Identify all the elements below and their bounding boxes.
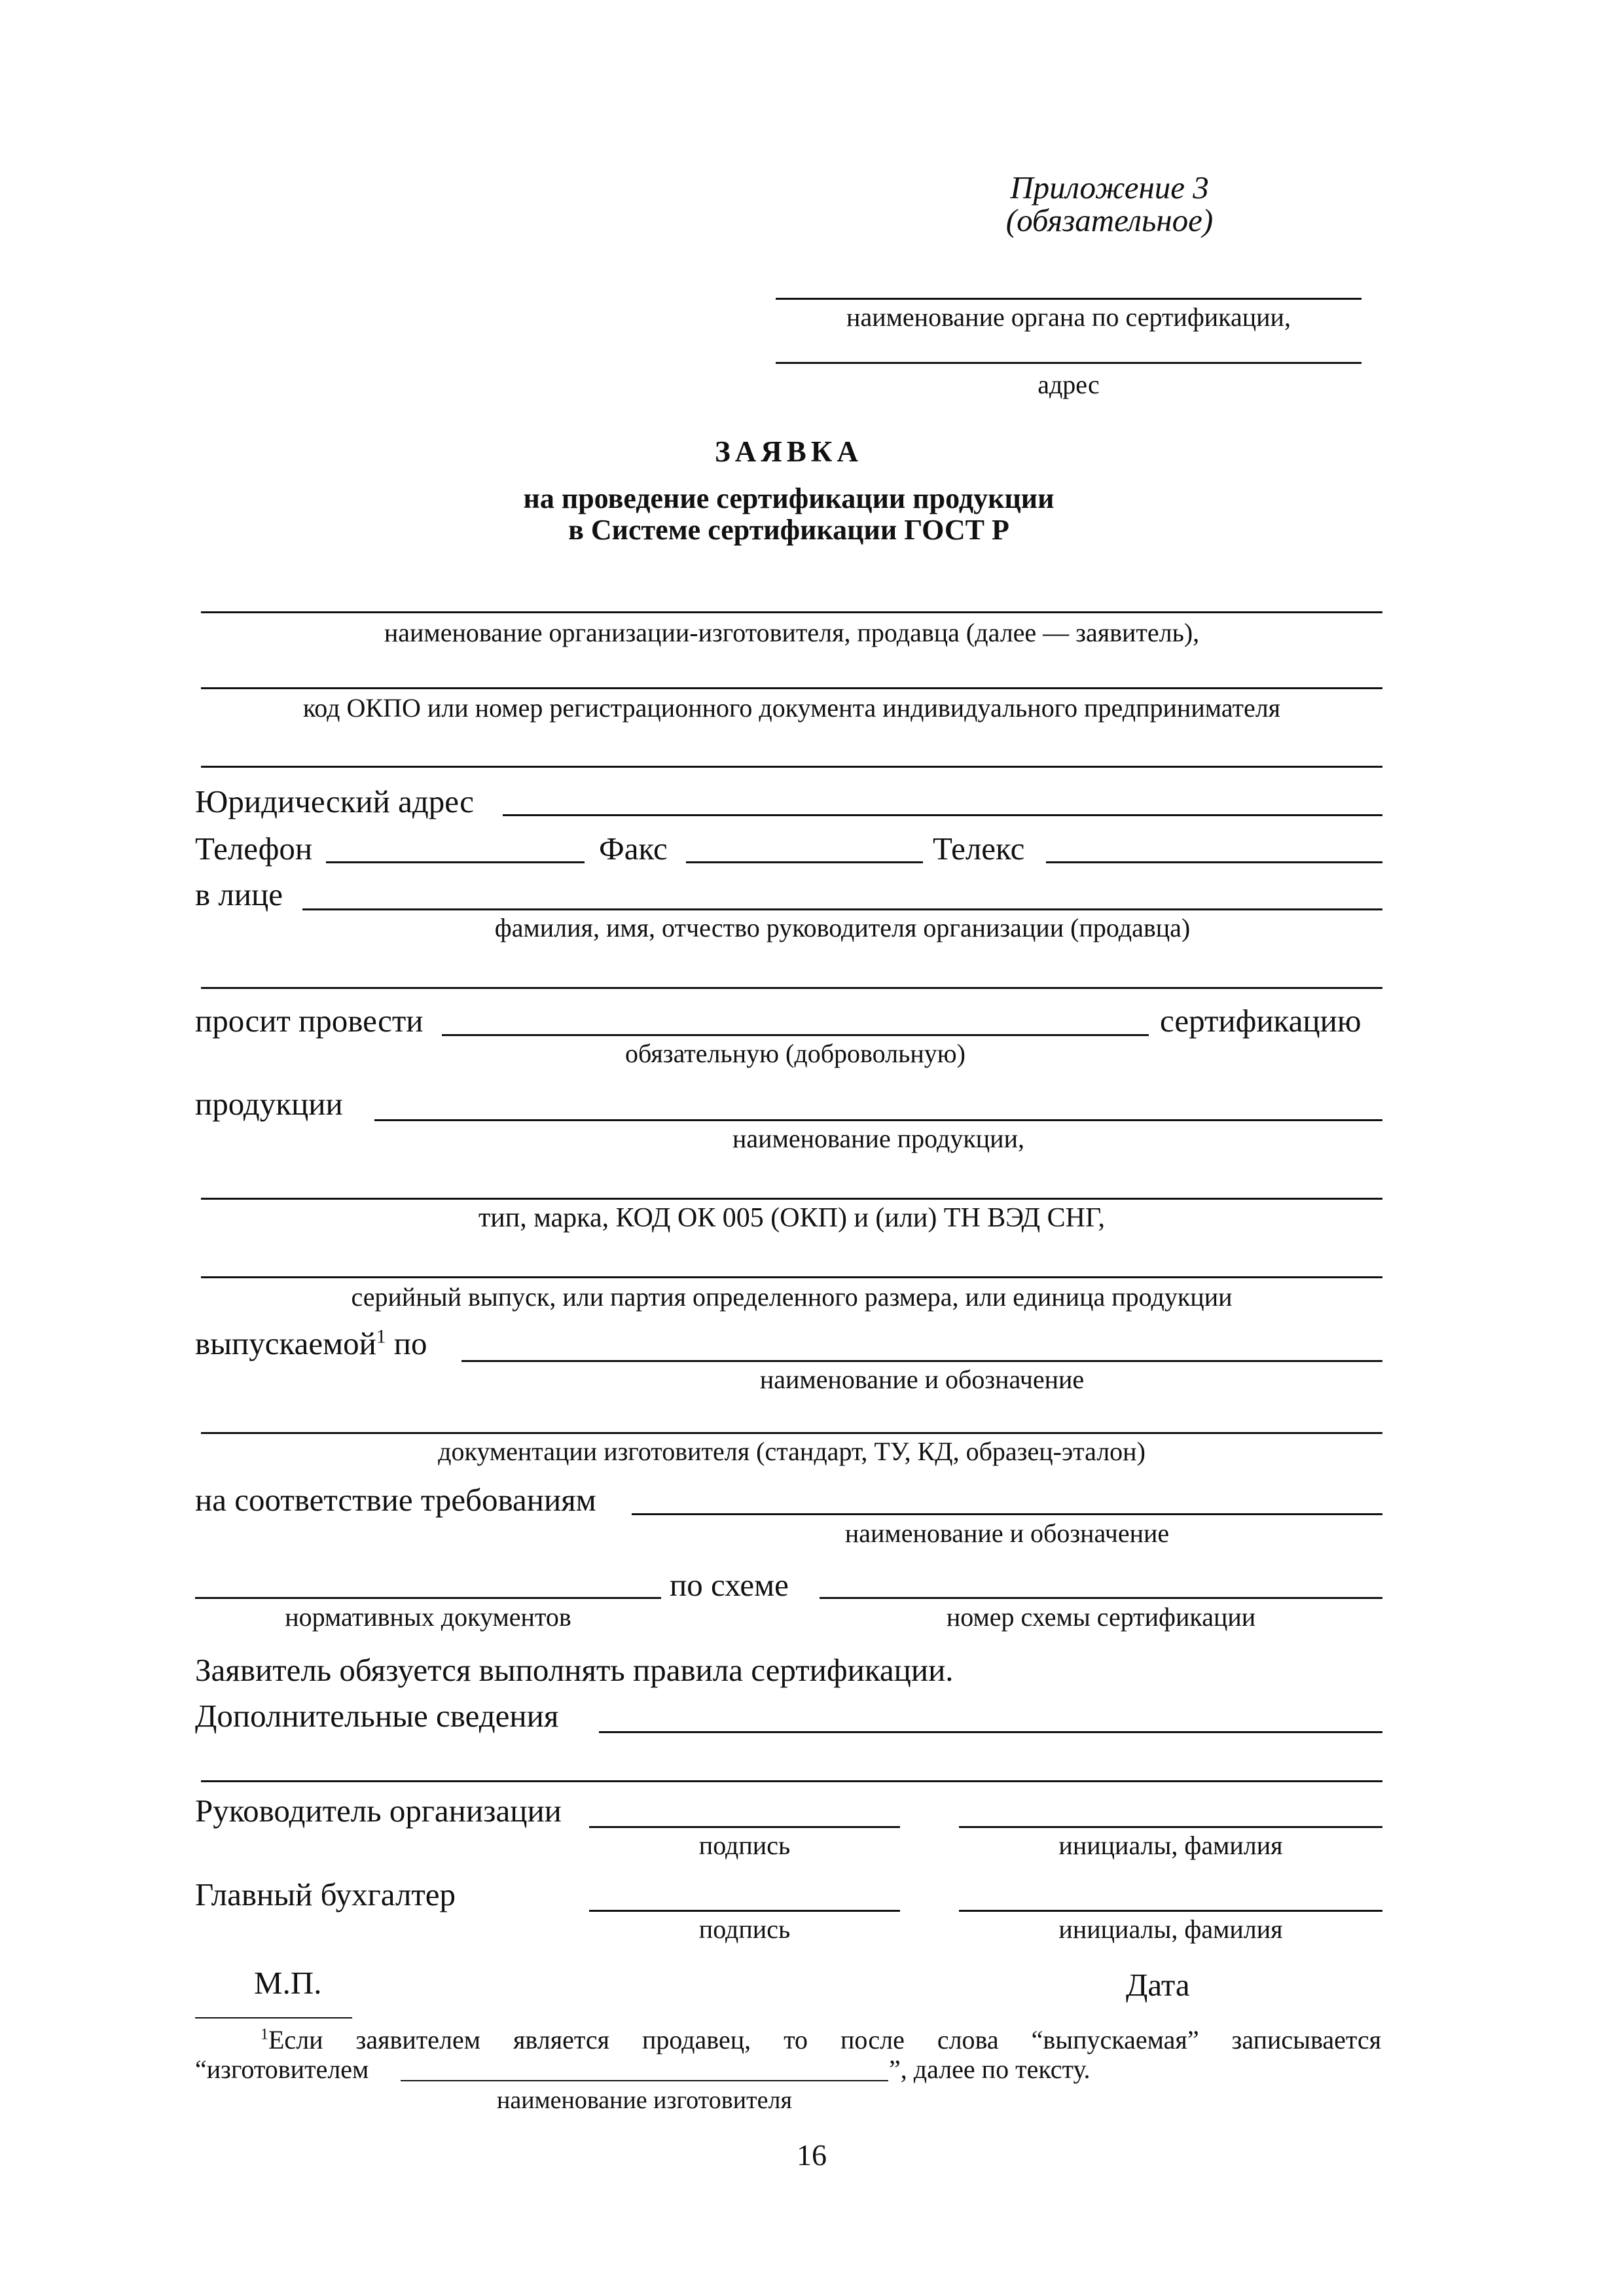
produced-label: выпускаемой$^1$ по bbox=[195, 1325, 427, 1361]
additional-field[interactable] bbox=[599, 1731, 1382, 1733]
in-person-label: в лице bbox=[195, 876, 283, 912]
additional-label: Дополнительные сведения bbox=[195, 1698, 559, 1734]
footnote-tail: ”, далее по тексту. bbox=[889, 2054, 1091, 2084]
scheme-number-caption: номер схемы сертификации bbox=[946, 1602, 1256, 1632]
head-signature-caption: подпись bbox=[698, 1831, 791, 1860]
maker-name-caption: наименование изготовителя bbox=[497, 2087, 792, 2114]
scheme-number-field[interactable] bbox=[820, 1597, 1382, 1599]
fax-label: Факс bbox=[599, 831, 668, 867]
product-batch-field[interactable] bbox=[201, 1276, 1382, 1278]
cert-kind-field[interactable] bbox=[442, 1034, 1149, 1036]
cert-kind-caption: обязательную (добровольную) bbox=[625, 1039, 965, 1068]
product-batch-caption: серийный выпуск, или партия определенного размера, или единица продукции bbox=[351, 1282, 1233, 1312]
legal-address-label: Юридический адрес bbox=[195, 783, 474, 819]
legal-address-field[interactable] bbox=[503, 814, 1382, 816]
normative-docs-caption: нормативных документов bbox=[285, 1602, 571, 1632]
date-label: Дата bbox=[1126, 1967, 1190, 2003]
okpo-field[interactable] bbox=[201, 687, 1382, 689]
seal-label: М.П. bbox=[254, 1965, 322, 2001]
appendix-note: (обязательное) bbox=[1005, 202, 1214, 238]
certification-label: сертификацию bbox=[1160, 1003, 1362, 1039]
cert-body-caption: наименование органа по сертификации, bbox=[846, 302, 1291, 332]
accountant-initials-caption: инициалы, фамилия bbox=[1058, 1914, 1283, 1944]
normative-docs-field[interactable] bbox=[195, 1597, 661, 1599]
doc-subtitle-1: на проведение сертификации продукции bbox=[523, 482, 1055, 514]
applicant-name-field[interactable] bbox=[201, 611, 1382, 613]
additional-field-line-2[interactable] bbox=[201, 1780, 1382, 1782]
product-name-field[interactable] bbox=[374, 1119, 1382, 1121]
doc-name-caption: наименование и обозначение bbox=[759, 1365, 1085, 1394]
cert-body-field[interactable] bbox=[776, 298, 1362, 300]
request-label: просит провести bbox=[195, 1003, 424, 1039]
doc-name-field[interactable] bbox=[461, 1360, 1382, 1362]
accountant-signature-field[interactable] bbox=[589, 1910, 900, 1912]
compliance-label: на соответствие требованиям bbox=[195, 1482, 596, 1518]
footnote-separator bbox=[195, 2017, 352, 2018]
fax-field[interactable] bbox=[686, 861, 923, 863]
doc-title: ЗАЯВКА bbox=[715, 435, 863, 468]
appendix-title: Приложение 3 bbox=[1010, 170, 1209, 206]
phone-field[interactable] bbox=[326, 861, 585, 863]
accountant-initials-field[interactable] bbox=[959, 1910, 1382, 1912]
footnote-text: $^1$Если заявителем является продавец, то после слова “выпускаемая” записывается bbox=[261, 2025, 1381, 2054]
telex-field[interactable] bbox=[1046, 861, 1382, 863]
requirements-caption: наименование и обозначение bbox=[844, 1518, 1170, 1548]
page-number: 16 bbox=[797, 2138, 827, 2172]
footnote-maker-label: “изготовителем bbox=[195, 2054, 369, 2084]
head-fio-caption: фамилия, имя, отчество руководителя организации (продавца) bbox=[494, 913, 1191, 942]
head-label: Руководитель организации bbox=[195, 1793, 562, 1829]
product-name-caption: наименование продукции, bbox=[732, 1124, 1024, 1153]
products-label: продукции bbox=[195, 1086, 343, 1122]
head-signature-field[interactable] bbox=[589, 1826, 900, 1828]
head-initials-field[interactable] bbox=[959, 1826, 1382, 1828]
head-fio-field[interactable] bbox=[302, 908, 1382, 910]
cert-body-address-field[interactable] bbox=[776, 362, 1362, 364]
phone-label: Телефон bbox=[195, 831, 313, 867]
okpo-caption: код ОКПО или номер регистрационного документа индивидуального предпринимателя bbox=[302, 693, 1281, 723]
doc-type-field[interactable] bbox=[201, 1432, 1382, 1434]
accountant-label: Главный бухгалтер bbox=[195, 1876, 456, 1912]
doc-subtitle-2: в Системе сертификации ГОСТ Р bbox=[568, 514, 1009, 546]
okpo-field-line-2[interactable] bbox=[201, 766, 1382, 768]
product-code-field[interactable] bbox=[201, 1198, 1382, 1200]
obligation-text: Заявитель обязуется выполнять правила сертификации. bbox=[195, 1652, 954, 1688]
cert-body-address-caption: адрес bbox=[1038, 370, 1100, 399]
footnote-ref: 1 bbox=[376, 1326, 386, 1348]
head-initials-caption: инициалы, фамилия bbox=[1058, 1831, 1283, 1860]
head-fio-field-line-2[interactable] bbox=[201, 987, 1382, 989]
accountant-signature-caption: подпись bbox=[698, 1914, 791, 1944]
product-code-caption: тип, марка, КОД ОК 005 (ОКП) и (или) ТН ВЭД СНГ, bbox=[478, 1203, 1106, 1233]
scheme-label: по схеме bbox=[670, 1567, 789, 1603]
applicant-caption: наименование организации-изготовителя, продавца (далее — заявитель), bbox=[384, 618, 1200, 647]
doc-type-caption: документации изготовителя (стандарт, ТУ, КД, образец-эталон) bbox=[438, 1437, 1146, 1466]
telex-label: Телекс bbox=[933, 831, 1025, 867]
maker-name-field[interactable] bbox=[401, 2080, 888, 2081]
requirements-field[interactable] bbox=[632, 1513, 1382, 1515]
